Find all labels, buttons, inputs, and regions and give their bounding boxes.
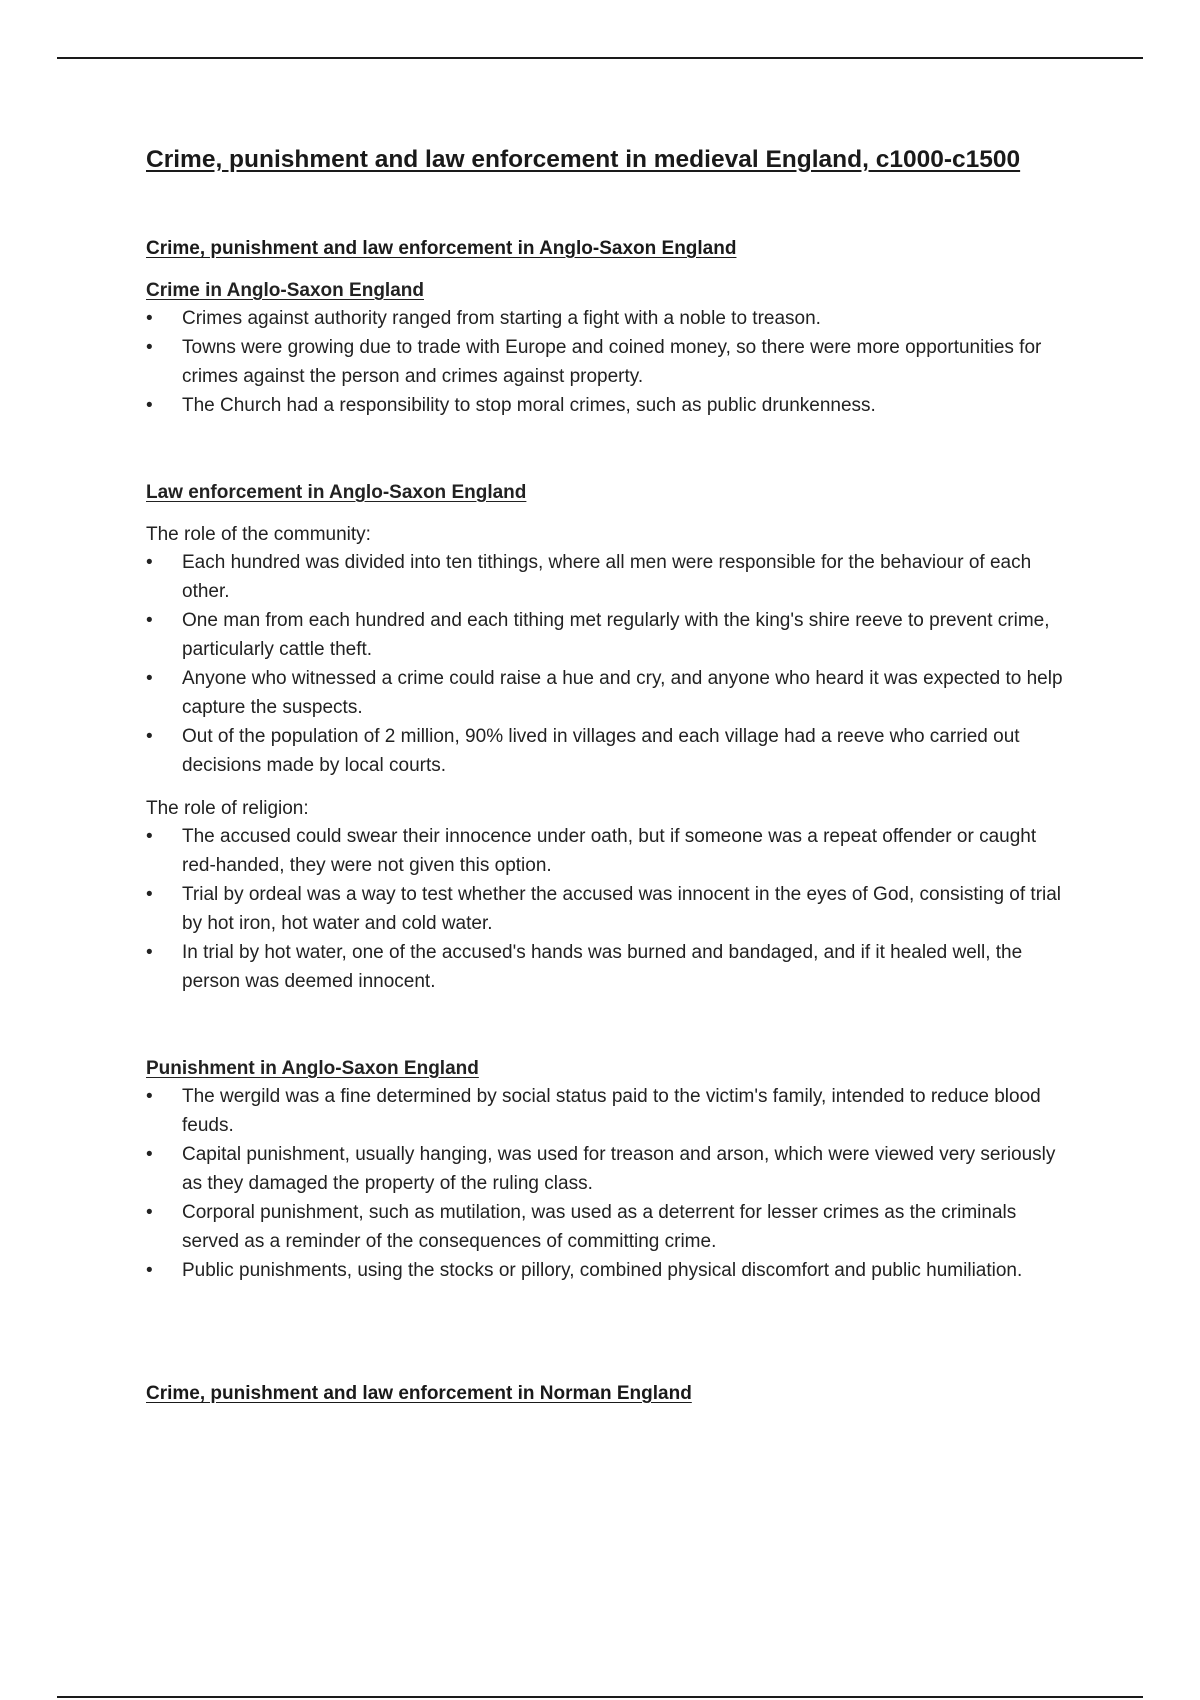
bottom-rule	[57, 1696, 1143, 1698]
label-role-of-community: The role of the community:	[146, 524, 371, 545]
list-item-text: One man from each hundred and each tithing met regularly with the king's shire reeve to prevent crime, particularly cattle theft.	[182, 610, 1050, 660]
list-item	[146, 1082, 1066, 1140]
bullet-icon: •	[146, 1260, 153, 1281]
bullet-icon: •	[146, 942, 153, 963]
bullet-icon: •	[146, 610, 153, 631]
label-role-of-religion: The role of religion:	[146, 798, 309, 819]
list-item-text: The wergild was a fine determined by social status paid to the victim's family, intended to reduce blood feuds.	[182, 1086, 1041, 1136]
bullet-icon: •	[146, 308, 153, 329]
list-item	[146, 1198, 1066, 1256]
bullet-icon: •	[146, 552, 153, 573]
list-item-text: Anyone who witnessed a crime could raise a hue and cry, and anyone who heard it was expected to help capture the suspects.	[182, 668, 1063, 718]
punishment-list	[146, 1082, 1066, 1285]
list-item	[146, 606, 1066, 664]
bullet-icon: •	[146, 337, 153, 358]
crime-list	[146, 304, 1066, 420]
list-item-text: Each hundred was divided into ten tithings, where all men were responsible for the behaviour of each other.	[182, 552, 1032, 602]
list-item	[146, 304, 1066, 333]
list-item-text: Corporal punishment, such as mutilation, was used as a deterrent for lesser crimes as the criminals served as a reminder of the consequences of committing crime.	[182, 1202, 1017, 1252]
list-item	[146, 1140, 1066, 1198]
list-item	[146, 664, 1066, 722]
bullet-icon: •	[146, 826, 153, 847]
list-item-text: In trial by hot water, one of the accused's hands was burned and bandaged, and if it healed well, the person was deemed innocent.	[182, 942, 1023, 992]
list-item	[146, 548, 1066, 606]
list-item	[146, 938, 1066, 996]
bullet-icon: •	[146, 1144, 153, 1165]
bullet-icon: •	[146, 884, 153, 905]
list-item	[146, 822, 1066, 880]
bullet-icon: •	[146, 1086, 153, 1107]
heading-law-enforcement-anglo-saxon: Law enforcement in Anglo-Saxon England	[146, 482, 527, 503]
heading-crime-anglo-saxon: Crime in Anglo-Saxon England	[146, 280, 424, 301]
bullet-icon: •	[146, 726, 153, 747]
community-list	[146, 548, 1066, 780]
list-item-text: Public punishments, using the stocks or pillory, combined physical discomfort and public humiliation.	[182, 1260, 1023, 1281]
list-item	[146, 333, 1066, 391]
list-item-text: The accused could swear their innocence under oath, but if someone was a repeat offender or caught red-handed, they were not given this option.	[182, 826, 1037, 876]
list-item-text: Out of the population of 2 million, 90% lived in villages and each village had a reeve who carried out decisions made by local courts.	[182, 726, 1020, 776]
religion-list	[146, 822, 1066, 996]
list-item	[146, 722, 1066, 780]
list-item	[146, 1256, 1066, 1285]
section-title-norman: Crime, punishment and law enforcement in Norman England	[146, 1383, 692, 1404]
document-page	[146, 144, 1066, 1407]
bullet-icon: •	[146, 1202, 153, 1223]
section-title-anglo-saxon: Crime, punishment and law enforcement in Anglo-Saxon England	[146, 238, 737, 259]
heading-punishment-anglo-saxon: Punishment in Anglo-Saxon England	[146, 1058, 479, 1079]
document-title: Crime, punishment and law enforcement in medieval England, c1000-c1500	[146, 146, 1021, 173]
top-rule	[57, 57, 1143, 59]
list-item-text: Trial by ordeal was a way to test whether the accused was innocent in the eyes of God, consisting of trial by hot iron, hot water and cold water.	[182, 884, 1062, 934]
list-item	[146, 880, 1066, 938]
list-item	[146, 391, 1066, 420]
list-item-text: Towns were growing due to trade with Europe and coined money, so there were more opportunities for crimes against the person and crimes against property.	[182, 337, 1042, 387]
list-item-text: Crimes against authority ranged from starting a fight with a noble to treason.	[182, 308, 821, 329]
bullet-icon: •	[146, 395, 153, 416]
list-item-text: The Church had a responsibility to stop moral crimes, such as public drunkenness.	[182, 395, 876, 416]
list-item-text: Capital punishment, usually hanging, was used for treason and arson, which were viewed very seriously as they damaged the property of the ruling class.	[182, 1144, 1056, 1194]
bullet-icon: •	[146, 668, 153, 689]
